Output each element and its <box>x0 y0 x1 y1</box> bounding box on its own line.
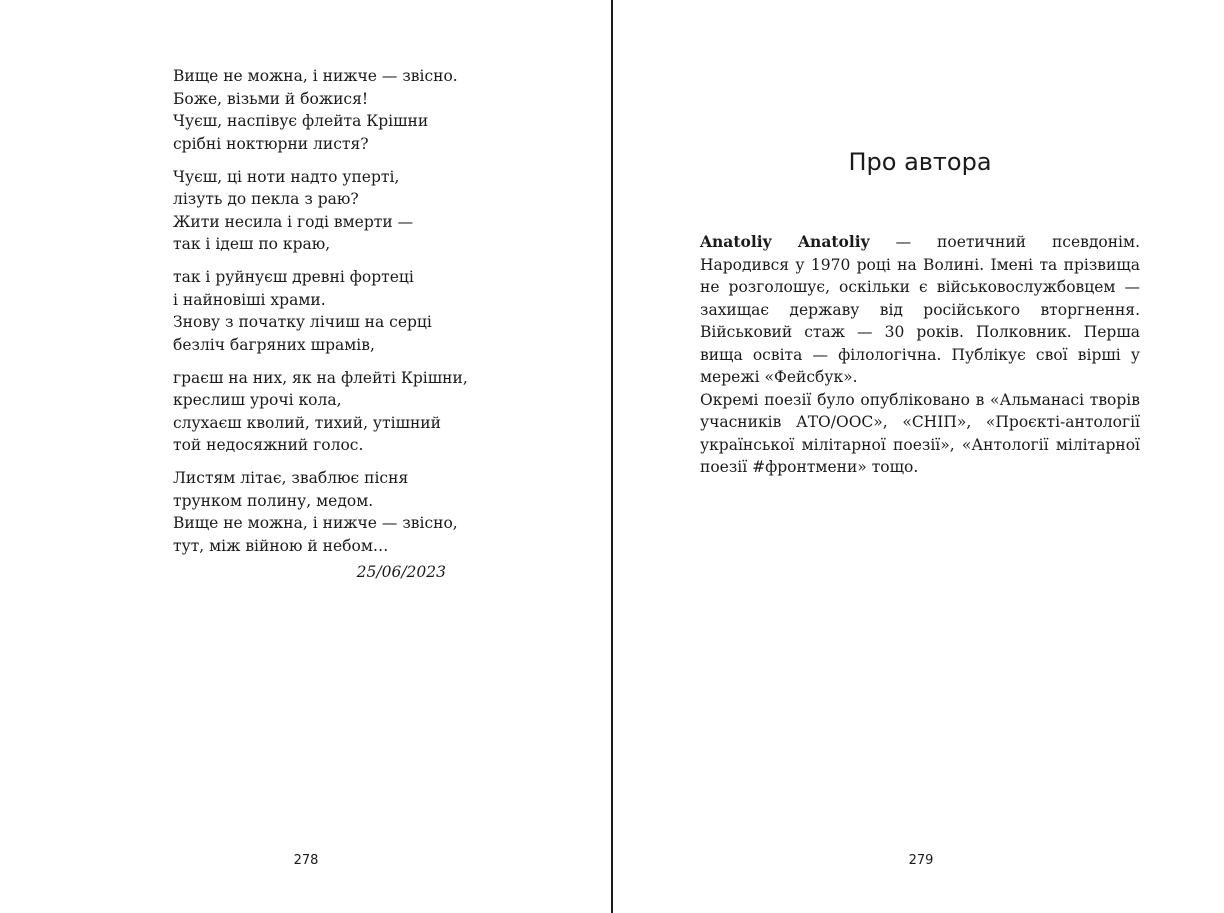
poem-line: і найновіші храми. <box>173 290 326 309</box>
poem <box>173 65 468 568</box>
page-number-left: 278 <box>293 853 319 868</box>
author-name: Anatoliy Anatoliy <box>700 232 870 251</box>
poem-line: граєш на них, як на флейті Крішни, <box>173 368 468 387</box>
poem-line: Чуєш, ці ноти надто уперті, <box>173 167 400 186</box>
poem-line: так і ідеш по краю, <box>173 235 331 253</box>
poem-line: лізуть до пекла з раю? <box>173 190 359 208</box>
poem-line: Вище не можна, і нижче — звісно, <box>173 514 458 532</box>
poem-stanza <box>173 367 468 457</box>
poem-date: 25/06/2023 <box>356 563 446 581</box>
page-number-right: 279 <box>908 853 934 868</box>
poem-line: безліч багряних шрамів, <box>173 335 375 354</box>
poem-stanza <box>173 467 463 557</box>
poem-line: Чуєш, наспівує флейта Крішни <box>173 112 429 130</box>
right-page <box>614 0 1224 913</box>
poem-line: слухаєш кволий, тихий, утішний <box>173 413 441 432</box>
page-gutter-divider <box>611 0 613 913</box>
poem-line: трунком полину, медом. <box>173 491 374 510</box>
poem-line: тут, між війною й небом… <box>173 536 389 555</box>
poem-line: Жити несила і годі вмерти — <box>173 212 414 231</box>
poem-stanza <box>173 166 463 256</box>
poem-line: Вище не можна, і нижче — звісно. <box>173 67 458 85</box>
bio-paragraph <box>700 231 1140 389</box>
poem-line: Листям літає, зваблює пісня <box>173 469 409 487</box>
poem-line: срібні ноктюрни листя? <box>173 134 369 153</box>
poem-line: креслиш урочі кола, <box>173 391 342 409</box>
poem-line: Знову з початку лічиш на серці <box>173 313 432 331</box>
poem-stanza <box>173 65 463 155</box>
section-title: Про автора <box>848 148 992 176</box>
poem-line: так і руйнуєш древні фортеці <box>173 268 414 286</box>
bio-paragraph: Окремі поезії було опубліковано в «Альманасі творів учасників АТО/ООС», «СНІП», «Проєкті-антології української мілітарної поезії», «Антології мілітарної поезії #фронтмени» тощо. <box>700 390 1140 476</box>
bio-paragraph-text: — поетичний псевдонім. Народився у 1970 році на Волині. Імені та прізвища не розголошує, оскільки є військовослужбовцем — захищає державу від російського вторгнення. Військовий стаж — 30 років. Полковник. Перша вища освіта — філологічна. Публікує свої вірші у мережі «Фейсбук». <box>700 233 1140 386</box>
poem-line: той недосяжний голос. <box>173 436 364 454</box>
poem-line: Боже, візьми й божися! <box>173 89 369 108</box>
poem-stanza <box>173 266 463 356</box>
author-bio <box>700 231 1140 479</box>
